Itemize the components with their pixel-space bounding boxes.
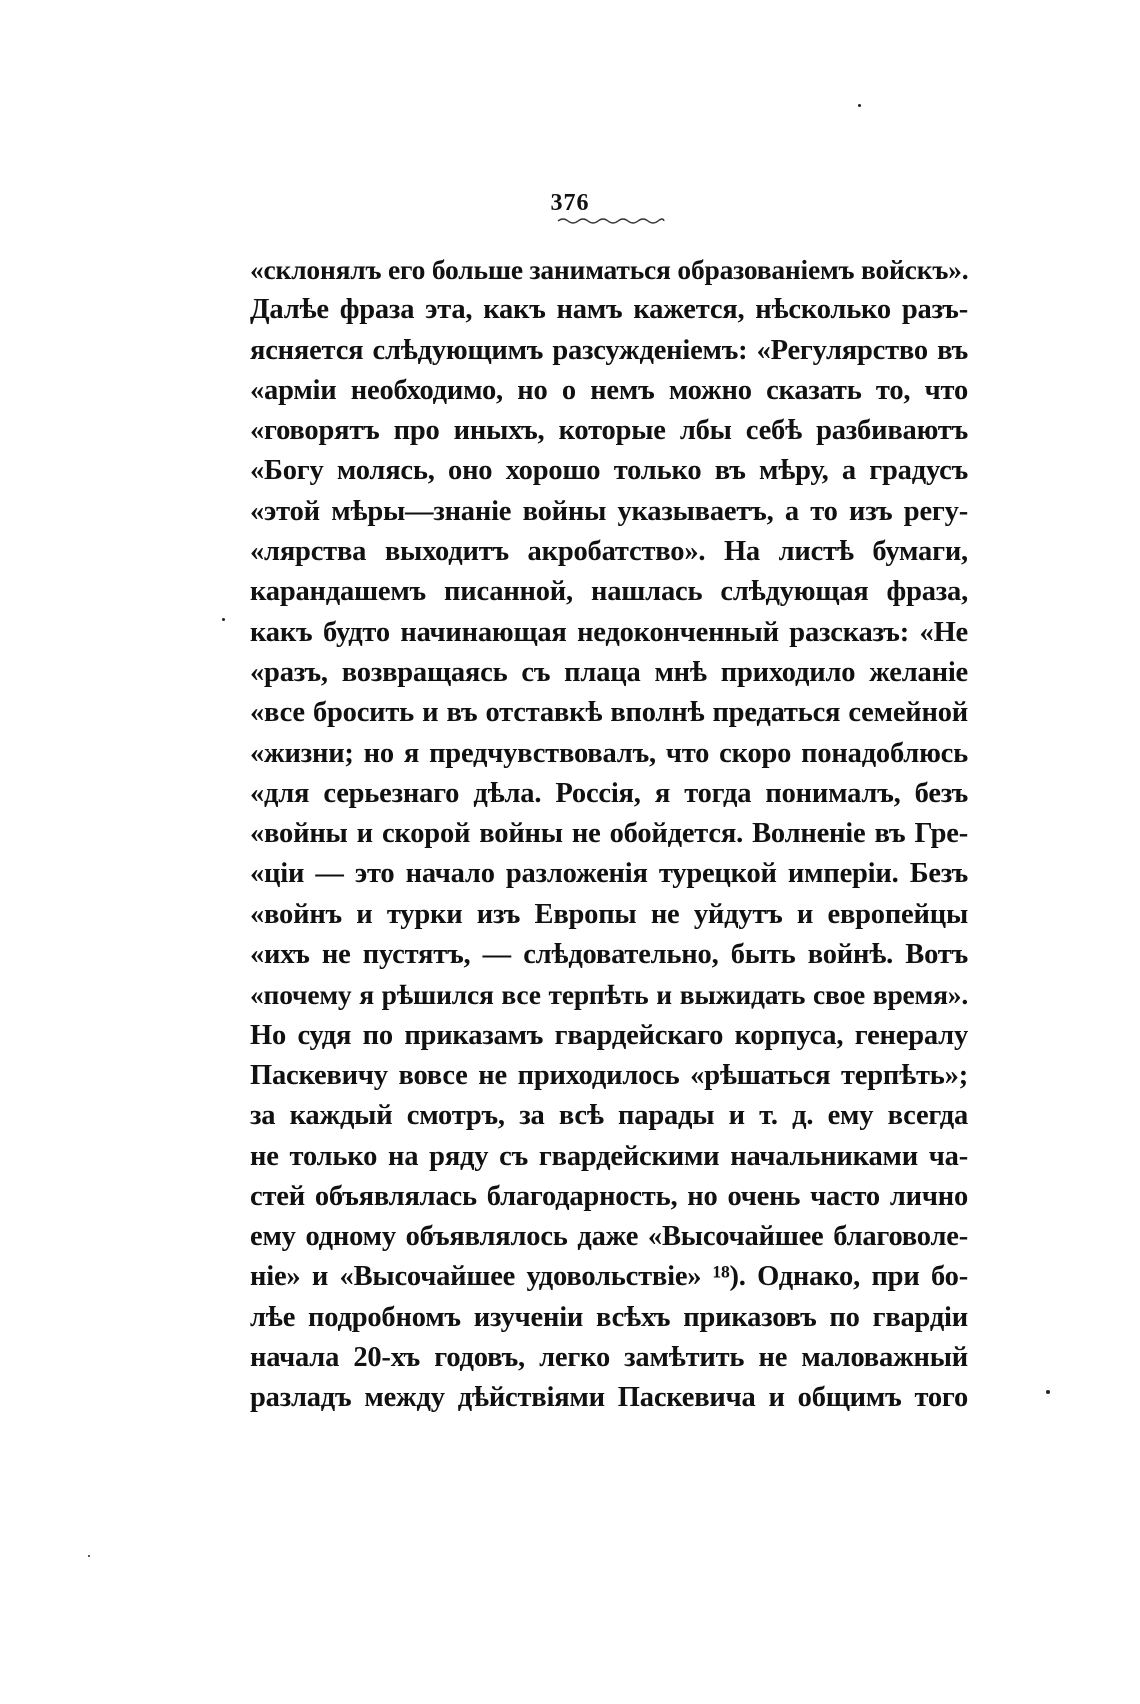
text-line: не только на ряду съ гвардейскими начальниками ча- xyxy=(250,1140,968,1172)
text-line: разладъ между дѣйствіями Паскевича и общимъ того xyxy=(250,1382,968,1414)
text-line: «говорятъ про иныхъ, которые лбы себѣ разбиваютъ xyxy=(250,415,968,447)
body-text xyxy=(250,250,968,1419)
scan-speck xyxy=(88,1555,90,1557)
text-line: «склонялъ его больше заниматься образованіемъ войскъ». xyxy=(250,254,969,285)
text-line: за каждый смотръ, за всѣ парады и т. д. ему всегда xyxy=(250,1100,968,1132)
text-line: «для серьезнаго дѣла. Россія, я тогда понималъ, безъ xyxy=(250,777,968,809)
text-line: Далѣе фраза эта, какъ намъ кажется, нѣсколько разъ- xyxy=(250,294,968,326)
text-line: «Богу молясь, оно хорошо только въ мѣру, а градусъ xyxy=(250,455,968,487)
wavy-ornament-icon xyxy=(556,216,666,226)
text-line: «этой мѣры—знаніе войны указываетъ, а то изъ регу- xyxy=(250,495,968,527)
text-line: «почему я рѣшился все терпѣть и выжидать свое время». xyxy=(250,979,968,1011)
text-line: «войны и скорой войны не обойдется. Волненіе въ Гре- xyxy=(250,818,968,850)
scan-speck xyxy=(858,104,861,107)
page-number: 376 xyxy=(550,190,590,216)
text-line: лѣе подробномъ изученіи всѣхъ приказовъ по гвардіи xyxy=(250,1301,968,1333)
text-line: ясняется слѣдующимъ разсужденіемъ: «Регулярство въ xyxy=(250,334,968,366)
scan-speck xyxy=(1046,1390,1050,1394)
text-line: Но судя по приказамъ гвардейскаго корпуса, генералу xyxy=(250,1019,968,1051)
text-line: карандашемъ писанной, нашлась слѣдующая фраза, xyxy=(250,576,968,608)
text-line: какъ будто начинающая недоконченный разсказъ: «Не xyxy=(250,616,968,648)
text-line: ніе» и «Высочайшее удовольствіе» ¹⁸). Однако, при бо- xyxy=(250,1261,968,1293)
text-line: «ихъ не пустятъ, — слѣдовательно, быть войнѣ. Вотъ xyxy=(250,939,968,971)
text-line: «ціи — это начало разложенія турецкой имперіи. Безъ xyxy=(250,858,968,890)
text-line: «все бросить и въ отставкѣ вполнѣ предаться семейной xyxy=(250,697,968,729)
text-line: «войнъ и турки изъ Европы не уйдутъ и европейцы xyxy=(250,898,968,930)
text-line: «лярства выходитъ акробатство». На листѣ бумаги, xyxy=(250,536,968,568)
text-line: ему одному объявлялось даже «Высочайшее благоволе- xyxy=(250,1221,968,1253)
text-line: «жизни; но я предчувствовалъ, что скоро понадоблюсь xyxy=(250,737,968,769)
text-line: начала 20-хъ годовъ, легко замѣтить не маловажный xyxy=(250,1342,968,1374)
text-line: «разъ, возвращаясь съ плаца мнѣ приходило желаніе xyxy=(250,656,968,688)
text-line: стей объявлялась благодарность, но очень часто лично xyxy=(250,1180,968,1212)
scan-speck xyxy=(222,618,225,621)
text-line: Паскевичу вовсе не приходилось «рѣшаться терпѣть»; xyxy=(250,1059,968,1091)
text-line: «арміи необходимо, но о немъ можно сказать то, что xyxy=(250,374,968,406)
